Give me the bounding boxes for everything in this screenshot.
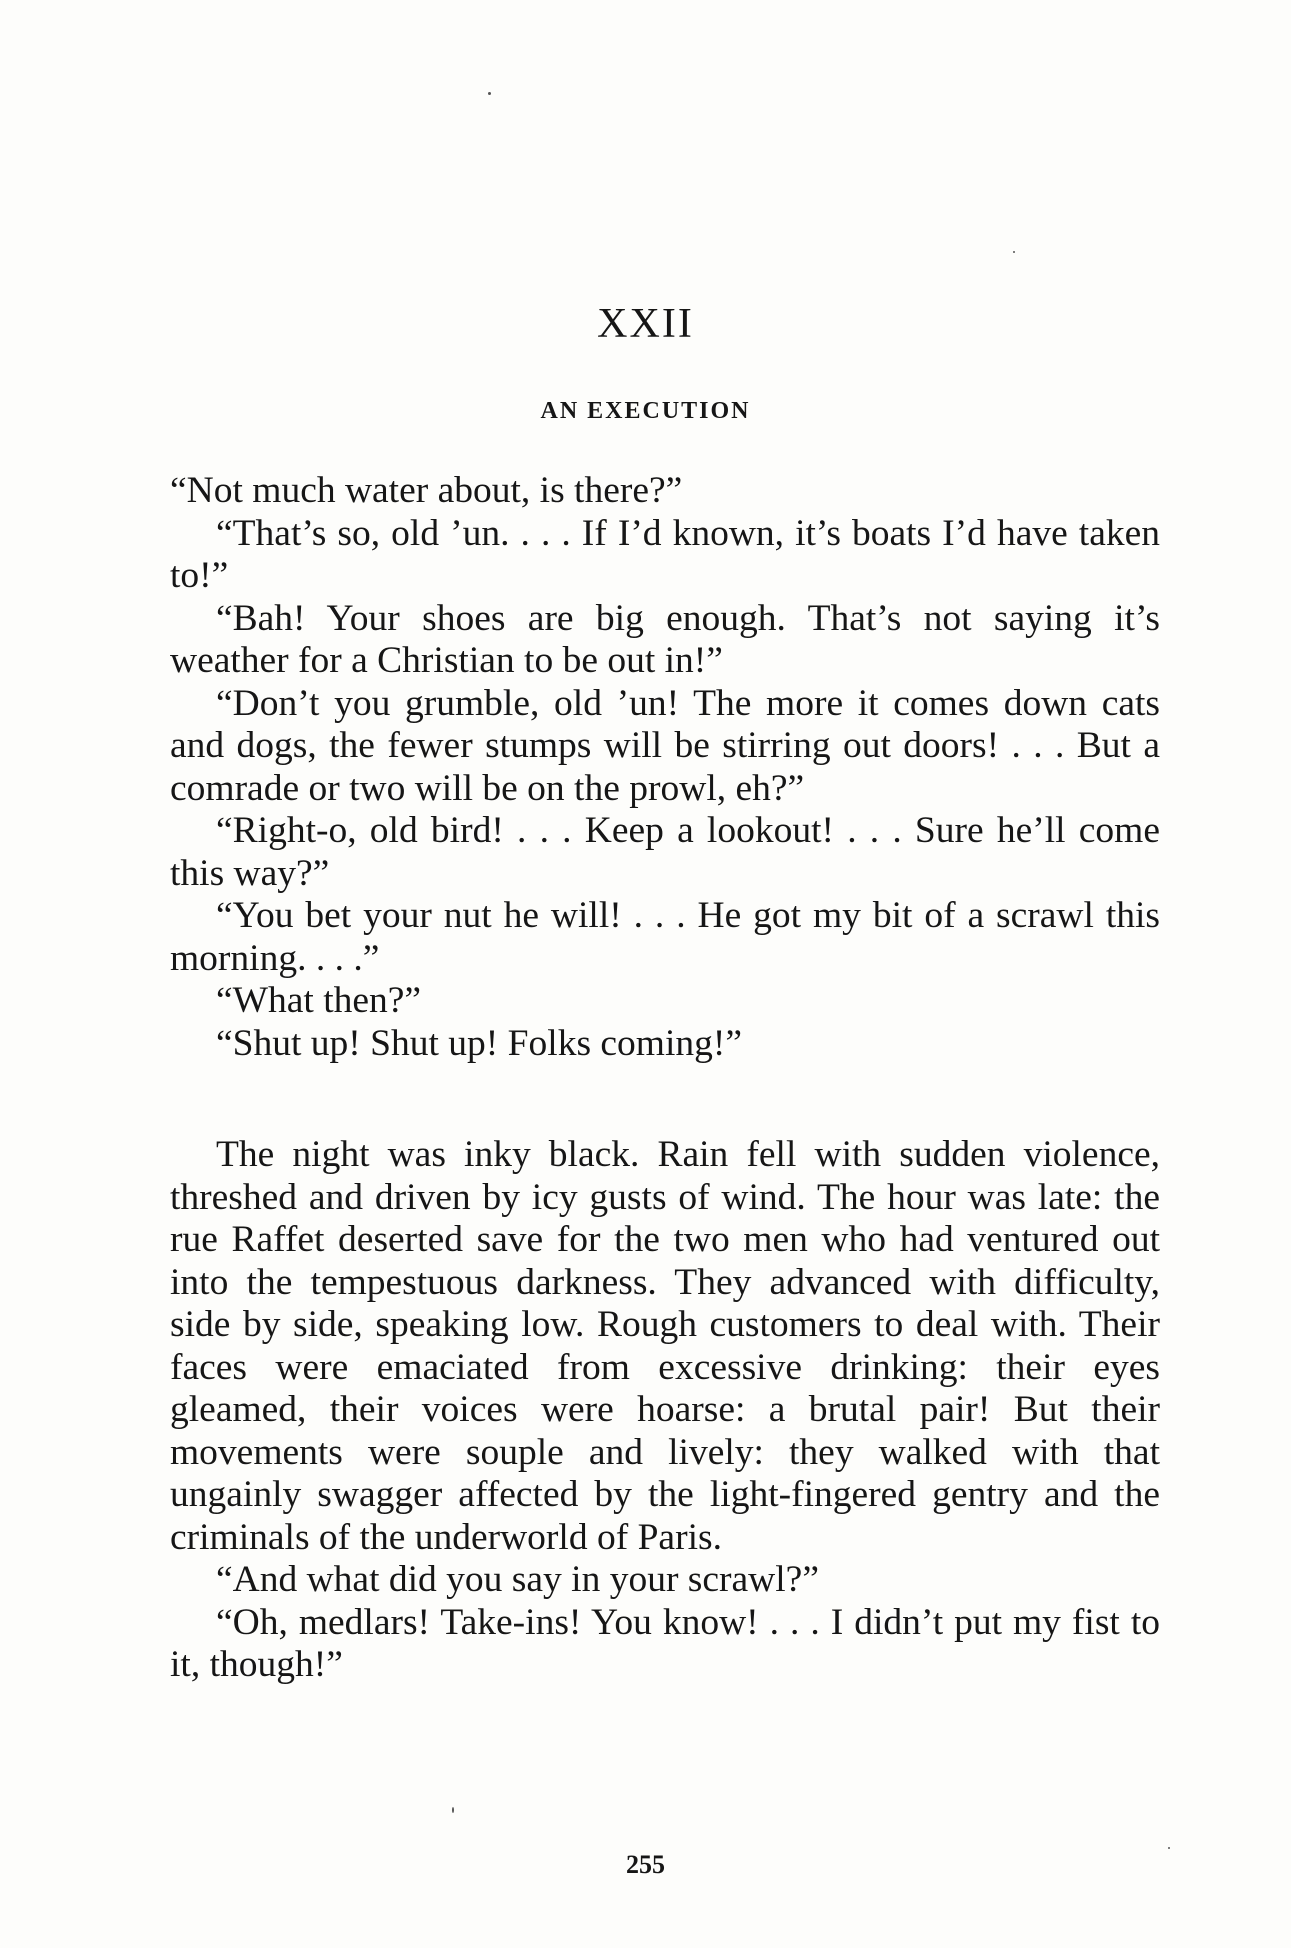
- dialogue-paragraph: “That’s so, old ’un. . . . If I’d known, it’s boats I’d have taken to!”: [170, 512, 1160, 596]
- paper-speck: [488, 92, 491, 95]
- chapter-number: XXII: [597, 301, 694, 347]
- dialogue-paragraph: “What then?”: [216, 980, 422, 1021]
- chapter-title: AN EXECUTION: [540, 398, 751, 424]
- paper-speck: [452, 1807, 454, 1813]
- dialogue-paragraph: “Don’t you grumble, old ’un! The more it comes down cats and dogs, the fewer stumps will be stirring out doors! . . . But a comrade or two will be on the prowl, eh?”: [170, 682, 1160, 809]
- narrative-paragraph: “And what did you say in your scrawl?”: [216, 1559, 819, 1600]
- dialogue-paragraph: “You bet your nut he will! . . . He got my bit of a scrawl this morning. . . .”: [170, 895, 1160, 979]
- dialogue-paragraph: “Not much water about, is there?”: [170, 470, 683, 511]
- paper-speck: [1168, 1847, 1170, 1849]
- dialogue-paragraph: “Shut up! Shut up! Folks coming!”: [216, 1022, 743, 1064]
- dialogue-paragraph: “Right-o, old bird! . . . Keep a lookout! . . . Sure he’ll come this way?”: [170, 810, 1160, 894]
- narrative-paragraph: The night was inky black. Rain fell with sudden violence, threshed and driven by icy gusts of wind. The hour was late: the rue Raffet deserted save for the two men who had ventured out into the tempestuous darkness. They advanced with difficulty, side by side, speaking low. Rough customers to deal with. Their faces were emaciated from excessive drinking: their eyes gleamed, their voices were hoarse: a brutal pair! But their movements were souple and lively: they walked with that ungainly swagger affected by the light-fingered gentry and the criminals of the underworld of Paris.: [170, 1134, 1160, 1558]
- narrative-paragraph: “Oh, medlars! Take-ins! You know! . . . I didn’t put my fist to it, though!”: [170, 1601, 1160, 1685]
- page-number: 255: [626, 1850, 665, 1879]
- paper-speck: [1013, 251, 1015, 253]
- dialogue-paragraph: “Bah! Your shoes are big enough. That’s not saying it’s weather for a Christian to be out in!”: [170, 597, 1160, 681]
- dialogue-section: [170, 470, 1160, 1065]
- narrative-section: [170, 1134, 1160, 1687]
